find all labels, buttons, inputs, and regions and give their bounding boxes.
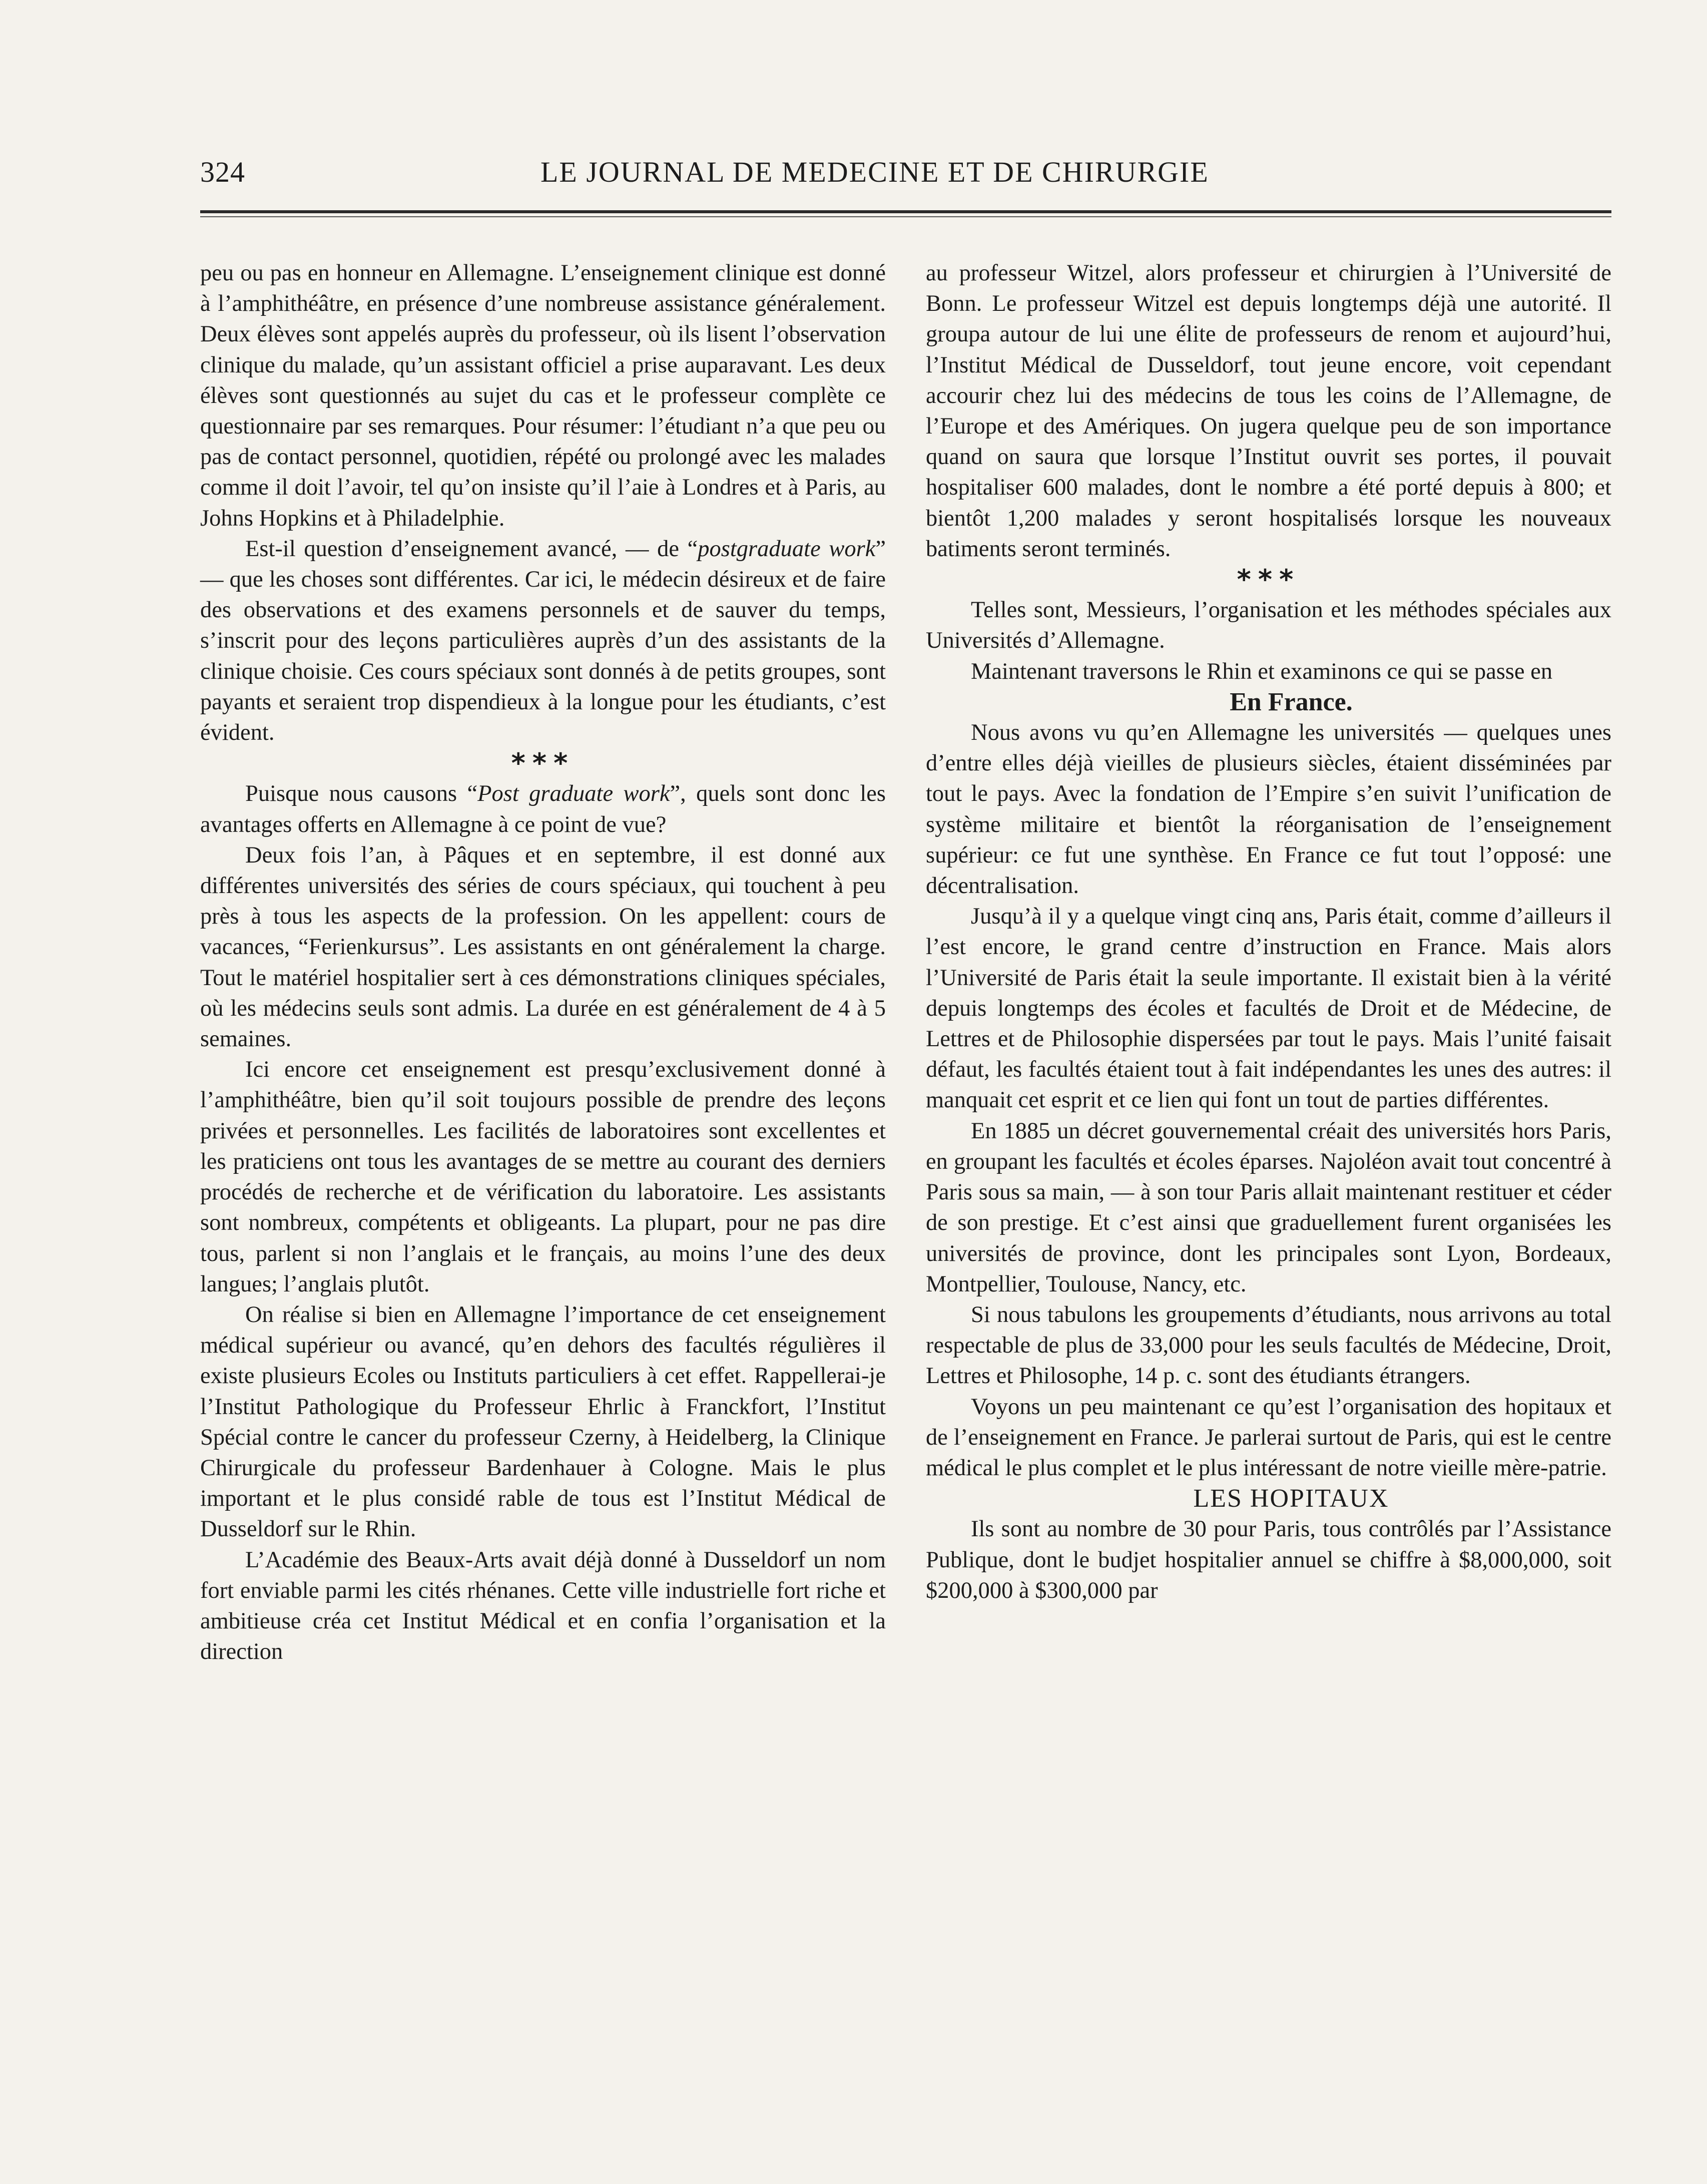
header-rule	[200, 210, 1611, 213]
paragraph: En 1885 un décret gouvernemental créait des universités hors Paris, en groupant les facultés et écoles éparses. Najoléon avait tout concentré à Paris sous sa main, — à son tour Paris allait maintenant restituer et céder de son prestige. Et c’est ainsi que graduellement furent organisées les universités de province, dont les principales sont Lyon, Bordeaux, Montpellier, Toulouse, Nancy, etc.	[926, 1118, 1611, 1297]
text-run: Est-il question d’enseignement avancé, — de “	[245, 536, 698, 562]
paragraph	[200, 534, 886, 748]
paragraph: L’Académie des Beaux-Arts avait déjà donné à Dusseldorf un nom fort enviable parmi les cités rhénanes. Cette ville industrielle fort riche et ambitieuse créa cet Institut Médical et en confia l’organisation et la direction	[200, 1547, 886, 1665]
paragraph: Si nous tabulons les groupements d’étudiants, nous arrivons au total respectable de plus de 33,000 pour les seuls facultés de Médecine, Droit, Lettres et Philosophe, 14 p. c. sont des étudiants étrangers.	[926, 1301, 1611, 1389]
text-run: Puisque nous causons “	[245, 781, 478, 807]
paragraph: Jusqu’à il y a quelque vingt cinq ans, Paris était, comme d’ailleurs il l’est encore, le grand centre d’instruction en France. Mais alors l’Université de Paris était la seule importante. Il existait bien à la vérité depuis longtemps des écoles et facultés de Droit et de Médecine, de Lettres et de Philosophie dispersées par tout le pays. Mais l’unité faisait défaut, les facultés étaient tout à fait indépendantes les unes des autres: il manquait cet esprit et ce lien qui font un tout de parties différentes.	[926, 904, 1611, 1113]
header-rule-thin	[200, 216, 1611, 217]
left-column	[200, 258, 886, 1667]
paragraph: Ici encore cet enseignement est presqu’exclusivement donné à l’amphithéâtre, bien qu’il soit toujours possible de prendre des leçons privées et personnelles. Les facilités de laboratoires sont excellentes et les praticiens ont tous les avantages de se mettre au courant des derniers procédés de recherche et de vérification du laboratoire. Les assistants sont nombreux, compétents et obligeants. La plupart, pour ne pas dire tous, parlent si non l’anglais et le français, au moins l’une des deux langues; l’anglais plutôt.	[200, 1057, 886, 1297]
italic-text: postgraduate work	[698, 536, 876, 562]
paragraph: Nous avons vu qu’en Allemagne les universités — quelques unes d’entre elles déjà vieilles de plusieurs siècles, étaient disséminées par tout le pays. Avec la fondation de l’Empire s’en suivit l’unification de système militaire et bientôt la réorganisation de l’enseignement supérieur: ce fut une synthèse. En France ce fut tout l’opposé: une décentralisation.	[926, 720, 1611, 899]
section-separator: ***	[1237, 564, 1301, 596]
running-head: LE JOURNAL DE MEDECINE ET DE CHIRURGIE	[540, 156, 1209, 188]
paragraph	[200, 778, 886, 839]
text-run: ”, quels sont donc les avantages offerts en Allemagne à ce point de vue?	[200, 781, 886, 837]
italic-text: Post graduate work	[477, 781, 670, 807]
right-column	[926, 258, 1611, 1606]
page-number: 324	[200, 156, 245, 188]
paragraph: peu ou pas en honneur en Allemagne. L’enseignement clinique est donné à l’amphithéâtre, en présence d’une nombreuse assistance généralement. Deux élèves sont appelés auprès du professeur, où ils lisent l’observation clinique du malade, qu’un assistant officiel a prise auparavant. Les deux élèves sont questionnés au sujet du cas et le professeur complète ce questionnaire par ses remarques. Pour résumer: l’étudiant n’a que peu ou pas de contact personnel, quotidien, répété ou prolongé avec les malades comme il doit l’avoir, tel qu’on insiste qu’il l’aie à Londres et à Paris, au Johns Hopkins et à Philadelphie.	[200, 260, 886, 531]
paragraph: On réalise si bien en Allemagne l’importance de cet enseignement médical supérieur ou avancé, qu’en dehors des facultés régulières il existe plusieurs Ecoles ou Instituts particuliers à cet effet. Rappellerai-je l’Institut Pathologique du Professeur Ehrlic à Franckfort, l’Institut Spécial contre le cancer du professeur Czerny, à Heidelberg, la Clinique Chirurgicale du professeur Bardenhauer à Cologne. Mais le plus important et le plus considé rable de tous est l’Institut Médical de Dusseldorf sur le Rhin.	[200, 1301, 886, 1542]
section-separator: ***	[511, 747, 575, 779]
paragraph: Voyons un peu maintenant ce qu’est l’organisation des hopitaux et de l’enseignement en France. Je parlerai surtout de Paris, qui est le centre médical le plus complet et le plus intéressant de notre vieille mère-patrie.	[926, 1394, 1611, 1481]
paragraph: Deux fois l’an, à Pâques et en septembre, il est donné aux différentes universités des séries de cours spéciaux, qui touchent à peu près à tous les aspects de la profession. On les appellent: cours de vacances, “Ferienkursus”. Les assistants en ont généralement la charge. Tout le matériel hospitalier sert à ces démonstrations cliniques spéciales, où les médecins seuls sont admis. La durée en est généralement de 4 à 5 semaines.	[200, 842, 886, 1052]
text-run: ” — que les choses sont différentes. Car ici, le médecin désireux et de faire des observations et des examens personnels et de sauver du temps, s’inscrit pour des leçons particulières auprès d’un des assistants de la clinique choisie. Ces cours spéciaux sont donnés à de petits groupes, sont payants et seraient trop dispendieux à la longue pour les étudiants, c’est évident.	[200, 536, 886, 746]
paragraph: Maintenant traversons le Rhin et examinons ce qui se passe en	[971, 658, 1553, 684]
section-heading-france: En France.	[1230, 687, 1353, 716]
paragraph: Ils sont au nombre de 30 pour Paris, tous contrôlés par l’Assistance Publique, dont le budjet hospitalier annuel se chiffre à $8,000,000, soit $200,000 à $300,000 par	[926, 1516, 1611, 1603]
paragraph: Telles sont, Messieurs, l’organisation et les méthodes spéciales aux Universités d’Allemagne.	[926, 597, 1611, 654]
section-heading-hopitaux: LES HOPITAUX	[1193, 1484, 1389, 1513]
paragraph: au professeur Witzel, alors professeur et chirurgien à l’Université de Bonn. Le professeur Witzel est depuis longtemps déjà une autorité. Il groupa autour de lui une élite de professeurs de renom et aujourd’hui, l’Institut Médical de Dusseldorf, tout jeune encore, voit cependant accourir chez lui des médecins de tous les coins de l’Allemagne, de l’Europe et des Amériques. On jugera quelque peu de son importance quand on saura que lorsque l’Institut ouvrit ses portes, il pouvait hospitaliser 600 malades, dont le nombre a été porté depuis à 800; et bientôt 1,200 malades y seront hospitalisés lorsque les nouveaux batiments seront terminés.	[926, 260, 1611, 562]
